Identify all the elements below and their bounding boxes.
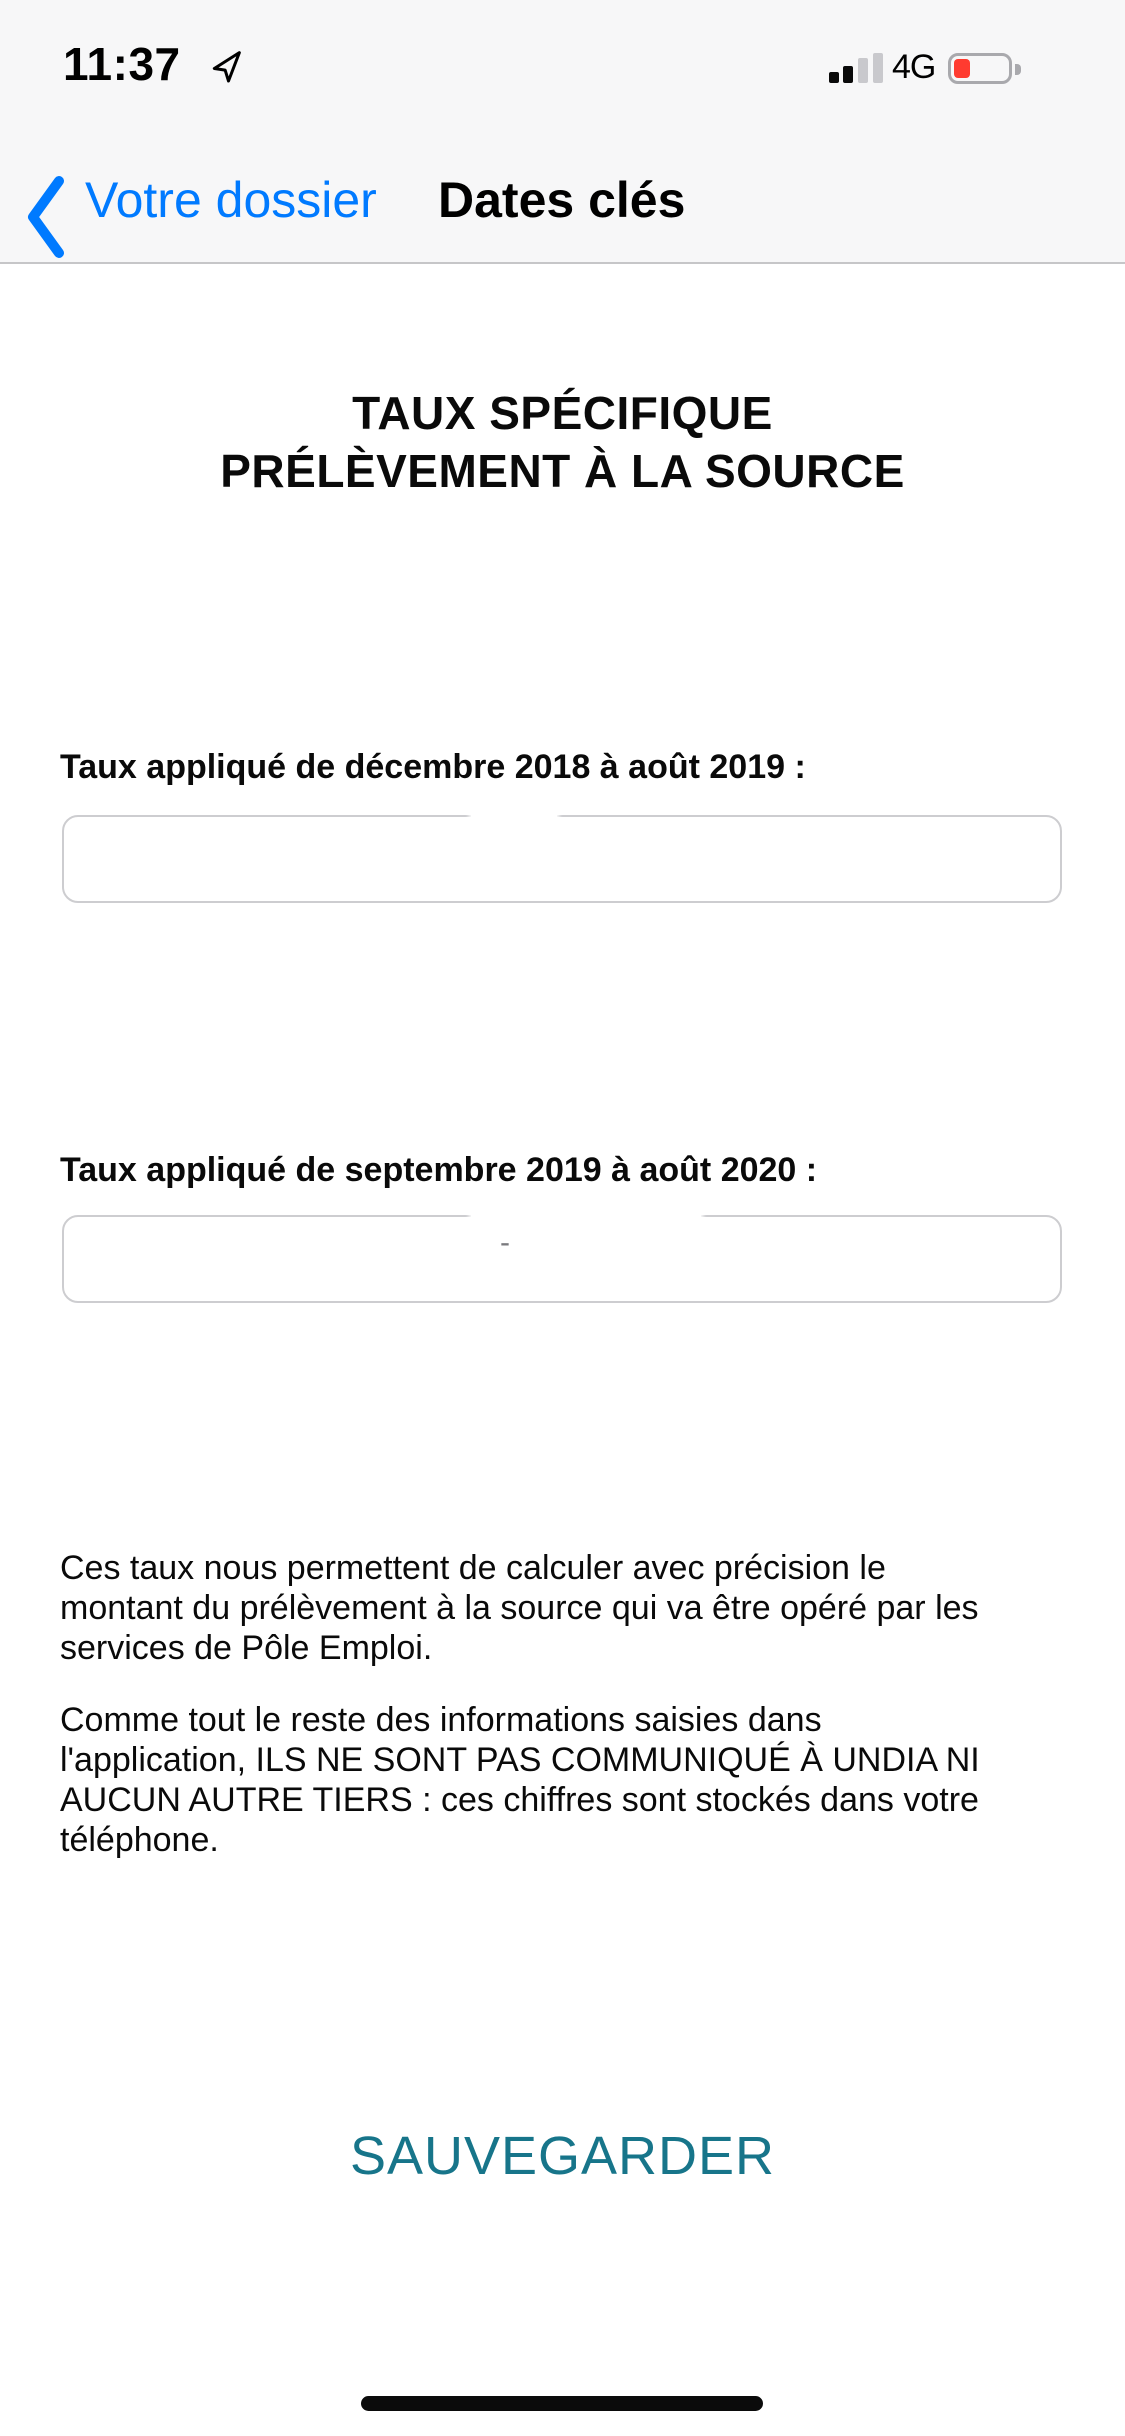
network-type-label: 4G xyxy=(892,48,936,86)
battery-cap xyxy=(1015,64,1021,75)
section-heading xyxy=(0,384,1125,500)
input-2-border-gap xyxy=(471,1213,701,1219)
home-indicator[interactable] xyxy=(361,2396,763,2411)
page-title: Dates clés xyxy=(438,172,686,228)
rate-field-2-label: Taux appliqué de septembre 2019 à août 2020 : xyxy=(60,1151,818,1189)
rate-field-1-label: Taux appliqué de décembre 2018 à août 2019 : xyxy=(60,748,806,786)
heading-line: PRÉLÈVEMENT À LA SOURCE xyxy=(220,445,905,497)
back-button-label: Votre dossier xyxy=(85,172,377,228)
heading-line: TAUX SPÉCIFIQUE xyxy=(352,387,773,439)
rate-field-1-input[interactable] xyxy=(62,815,1062,903)
battery-low-icon xyxy=(948,53,1012,84)
chevron-left-icon xyxy=(25,174,67,260)
header-bar xyxy=(0,0,1125,264)
info-paragraph-1: Ces taux nous permettent de calculer avec précision le montant du prélèvement à la source qui va être opéré par les services de Pôle Emploi. xyxy=(60,1549,979,1667)
rate-field-2-input[interactable] xyxy=(62,1215,1062,1303)
location-arrow-icon xyxy=(206,46,246,86)
input-1-border-gap xyxy=(471,813,557,819)
rate-field-2-value: - xyxy=(500,1226,510,1259)
save-button[interactable]: SAUVEGARDER xyxy=(0,2124,1125,2188)
info-paragraph-2: Comme tout le reste des informations saisies dans l'application, ILS NE SONT PAS COMMUNIQUÉ À UNDIA NI AUCUN AUTRE TIERS : ces chiffres sont stockés dans votre téléphone. xyxy=(60,1701,980,1859)
status-time: 11:37 xyxy=(63,38,181,90)
cellular-signal-icon xyxy=(829,53,885,83)
